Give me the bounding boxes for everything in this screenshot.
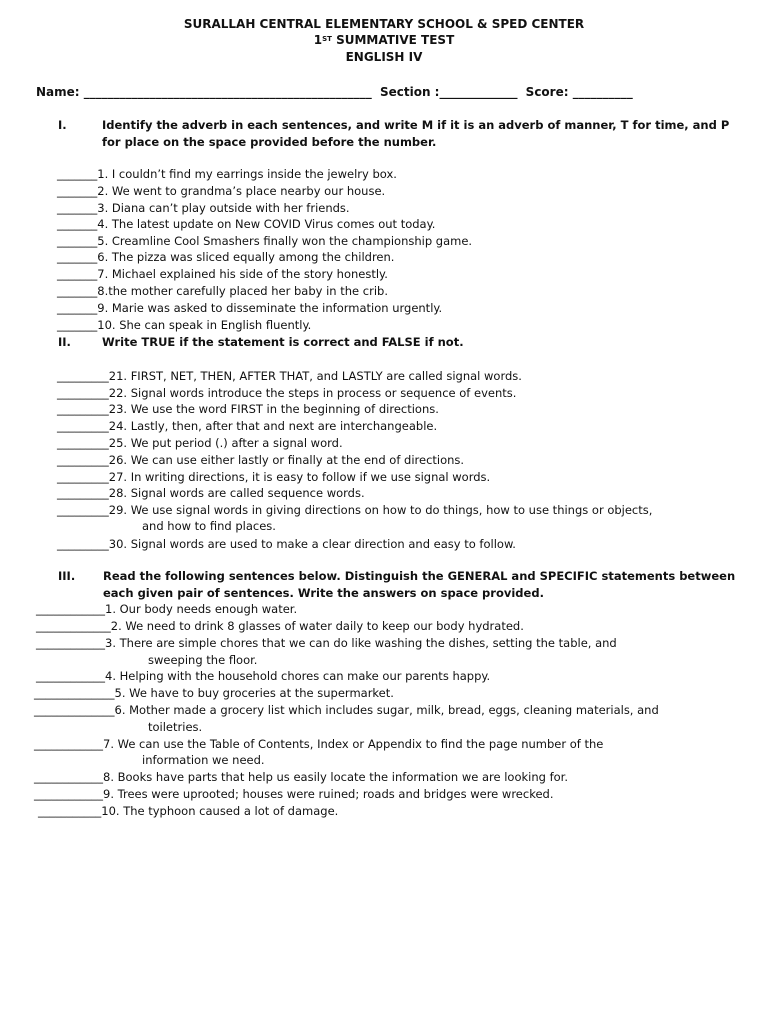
part2-item-29[interactable]: _________29. We use signal words in giving directions on how to do things, how to use things or objects, [57,503,653,517]
part2-item-30[interactable]: _________30. Signal words are used to make a clear direction and easy to follow. [57,537,516,551]
part2-item-21[interactable]: _________21. FIRST, NET, THEN, AFTER THAT, and LASTLY are called signal words. [57,369,522,383]
test-title [0,32,768,48]
part3-item-9[interactable]: ____________9. Trees were uprooted; houses were ruined; roads and bridges were wrecked. [34,787,554,801]
part3-item-3[interactable]: ____________3. There are simple chores that we can do like washing the dishes, setting the table, and [36,636,617,650]
part3-item-7-continued: information we need. [142,753,265,767]
part3-instruction: Read the following sentences below. Distinguish the GENERAL and SPECIFIC statements between each given pair of sentences. Write the answers on space provided. [103,569,736,600]
part1-numeral: I. [58,118,67,132]
score-label: Score: [525,85,569,99]
student-info-line [36,84,736,100]
part3-item-6[interactable]: ______________6. Mother made a grocery list which includes sugar, milk, bread, eggs, cleaning materials, and [34,703,659,717]
part2-item-27[interactable]: _________27. In writing directions, it is easy to follow if we use signal words. [57,470,491,484]
part2-item-23[interactable]: _________23. We use the word FIRST in the beginning of directions. [57,402,439,416]
part1-item-5[interactable]: _______5. Creamline Cool Smashers finally won the championship game. [57,234,473,248]
name-label: Name: [36,85,80,99]
test-number: 1 [313,33,323,47]
part2-item-25[interactable]: _________25. We put period (.) after a signal word. [57,436,343,450]
part3-item-1[interactable]: ____________1. Our body needs enough water. [36,602,298,616]
part3-item-7[interactable]: ____________7. We can use the Table of Contents, Index or Appendix to find the page number of the [34,737,604,751]
section-label: Section : [379,85,440,99]
name-blank[interactable]: ________________________________________________ [83,85,372,99]
section-blank[interactable]: _____________ [439,85,518,99]
part3-item-5[interactable]: ______________5. We have to buy groceries at the supermarket. [34,686,394,700]
part2-instruction: Write TRUE if the statement is correct and FALSE if not. [102,335,464,349]
part2-item-26[interactable]: _________26. We can use either lastly or finally at the end of directions. [57,453,465,467]
part3-item-10[interactable]: ___________10. The typhoon caused a lot of damage. [38,804,339,818]
part1-item-10[interactable]: _______10. She can speak in English fluently. [57,318,312,332]
part1-item-1[interactable]: _______1. I couldn’t find my earrings inside the jewelry box. [57,167,397,181]
subject-title: ENGLISH IV [345,50,423,64]
part3-item-2[interactable]: _____________2. We need to drink 8 glasses of water daily to keep our body hydrated. [36,619,524,633]
test-number-suffix: ST [322,35,332,43]
part3-item-8[interactable]: ____________8. Books have parts that help us easily locate the information we are looking for. [34,770,568,784]
part3-numeral: III. [58,569,76,583]
part2-item-29-continued: and how to find places. [142,519,276,533]
part2-item-22[interactable]: _________22. Signal words introduce the steps in process or sequence of events. [57,386,517,400]
part3-item-4[interactable]: ____________4. Helping with the household chores can make our parents happy. [36,669,491,683]
part3-item-6-continued: toiletries. [148,720,203,734]
score-blank[interactable]: __________ [572,85,633,99]
part1-instruction: Identify the adverb in each sentences, and write M if it is an adverb of manner, T for time, and P for place on the space provided before the number. [102,118,730,149]
part1-item-6[interactable]: _______6. The pizza was sliced equally among the children. [57,250,395,264]
part3-item-3-continued: sweeping the floor. [148,653,258,667]
test-title-text: SUMMATIVE TEST [331,33,455,47]
part1-item-9[interactable]: _______9. Marie was asked to disseminate the information urgently. [57,301,443,315]
part1-item-4[interactable]: _______4. The latest update on New COVID Virus comes out today. [57,217,436,231]
part2-item-28[interactable]: _________28. Signal words are called sequence words. [57,486,365,500]
part2-numeral: II. [58,335,71,349]
part1-item-3[interactable]: _______3. Diana can’t play outside with her friends. [57,201,350,215]
part2-item-24[interactable]: _________24. Lastly, then, after that and next are interchangeable. [57,419,438,433]
part1-item-2[interactable]: _______2. We went to grandma’s place nearby our house. [57,184,386,198]
school-name: SURALLAH CENTRAL ELEMENTARY SCHOOL & SPED CENTER [183,17,585,31]
part1-item-8[interactable]: _______8.the mother carefully placed her baby in the crib. [57,284,388,298]
part1-item-7[interactable]: _______7. Michael explained his side of the story honestly. [57,267,388,281]
